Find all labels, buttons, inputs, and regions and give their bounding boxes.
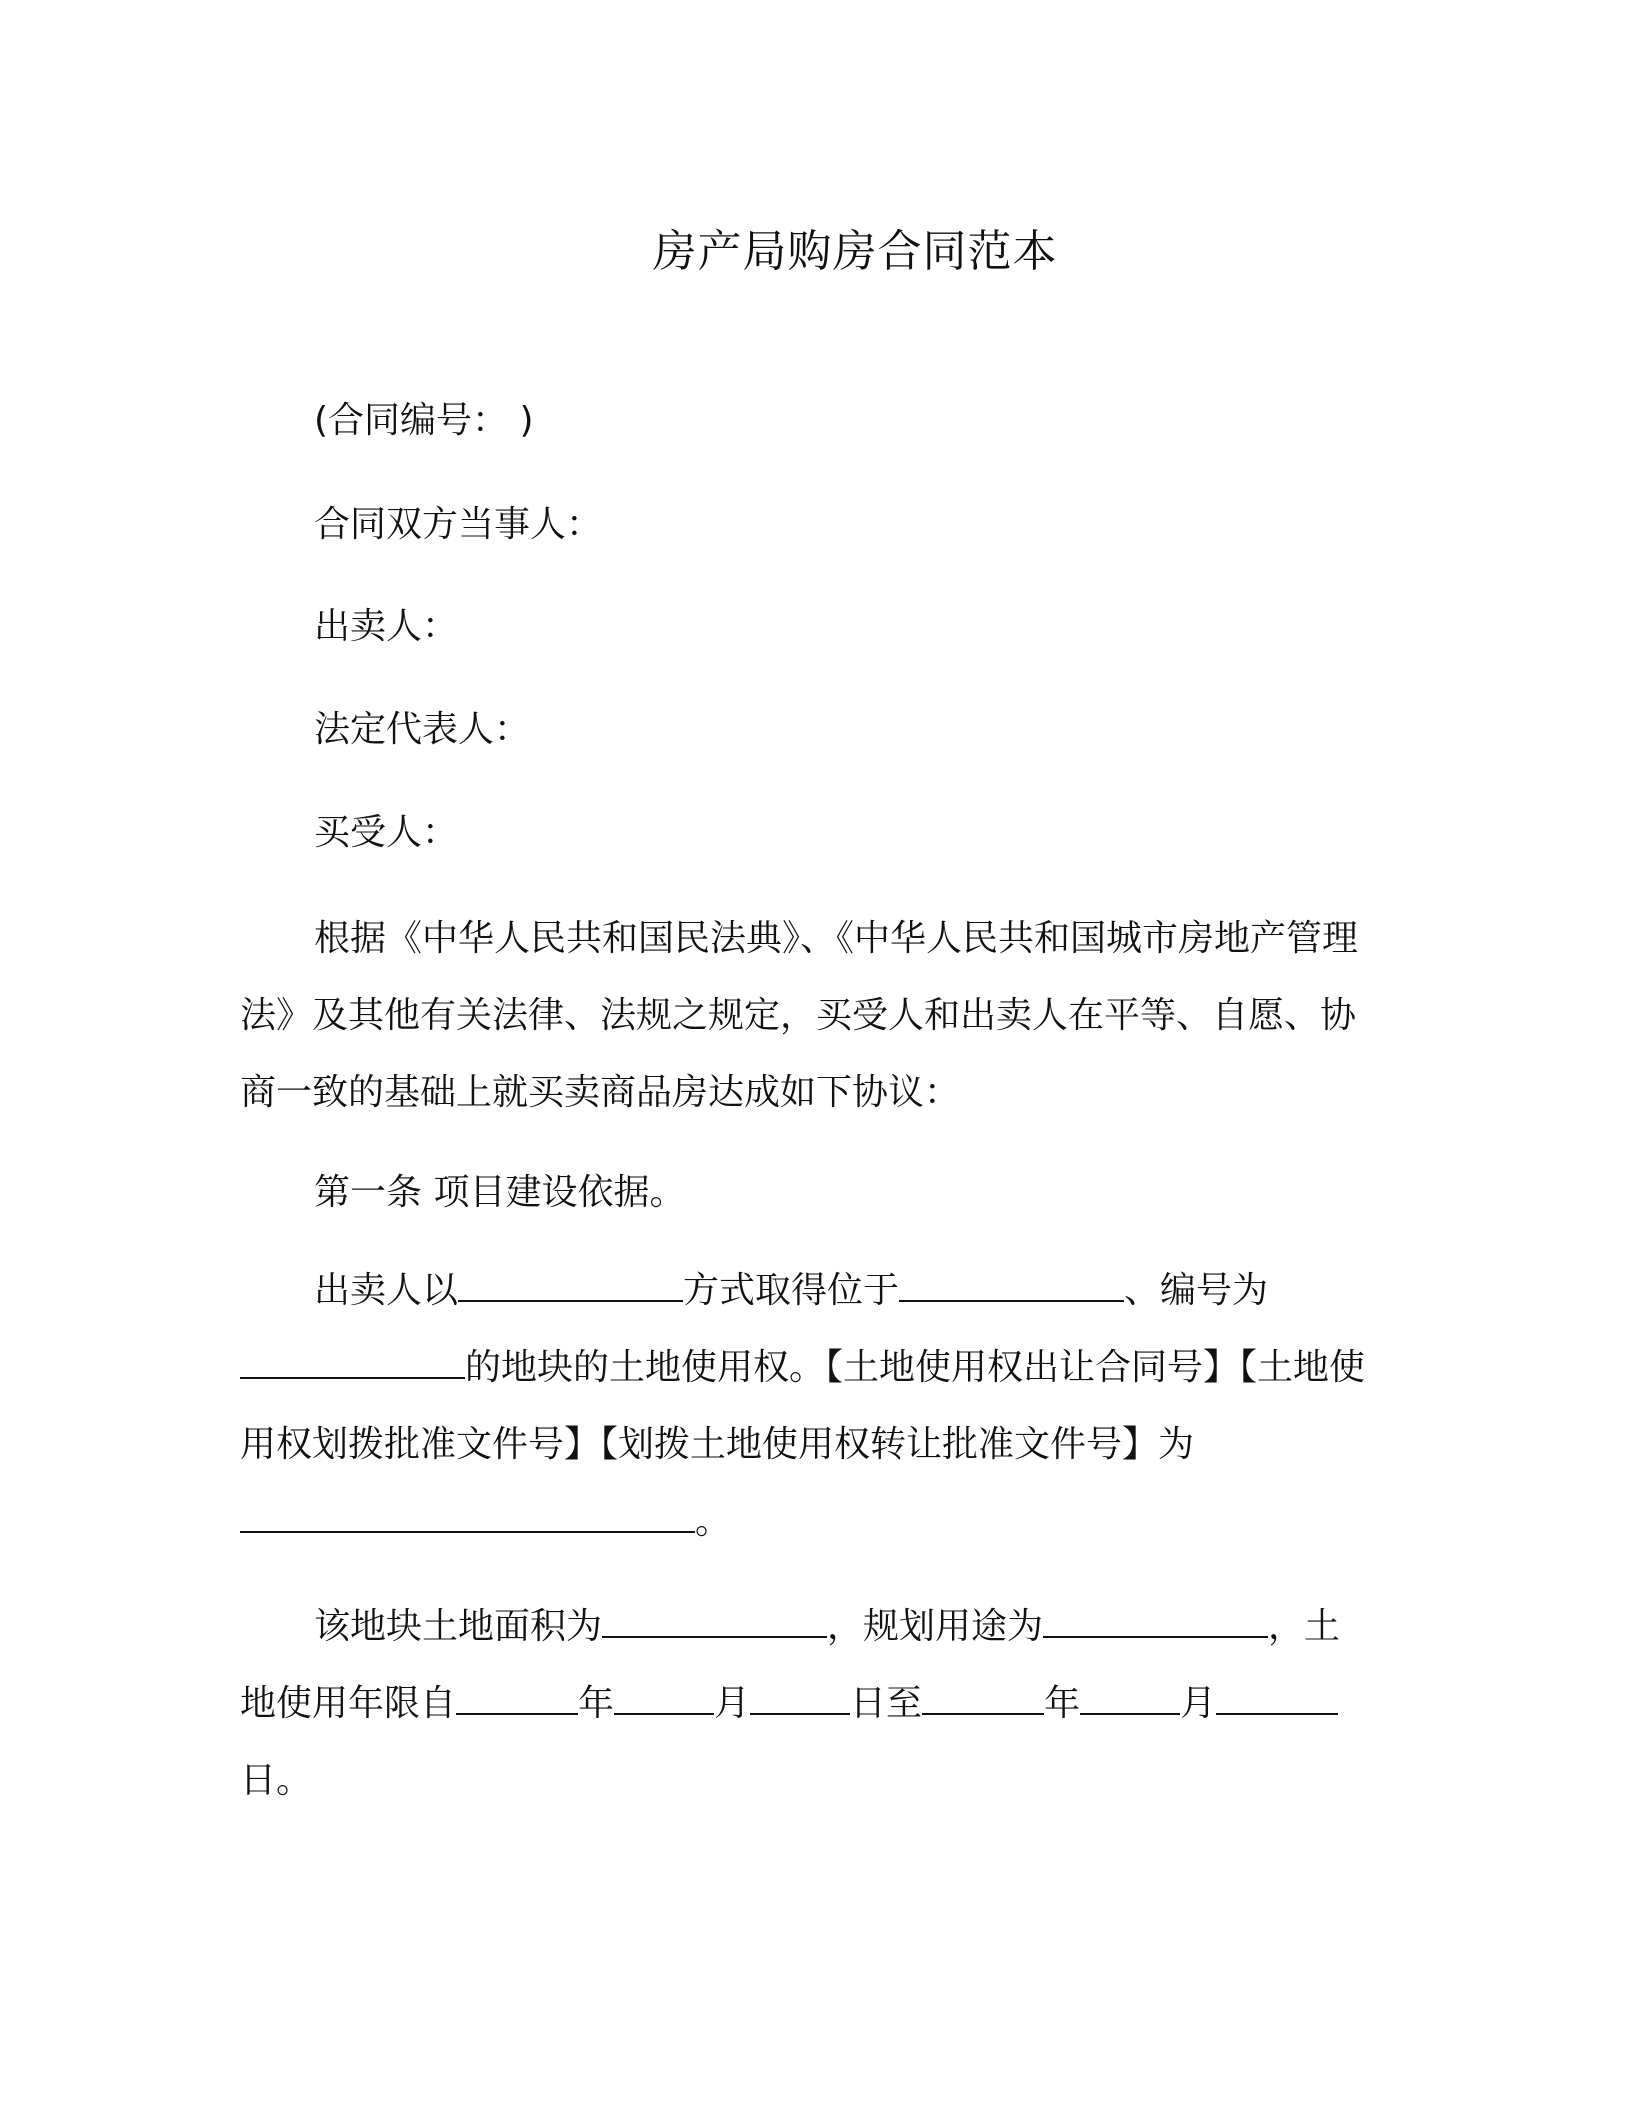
text-segment: 、编号为 [1124,1270,1269,1311]
text-segment: 出卖人以 [314,1270,459,1311]
text-segment: 的地块的土地使用权。【土地使用权出让合同号】【土地使用权划拨批准文件号】【划拨土地使用权转让批准文件号】为 [240,1347,1366,1465]
text-segment: 日。 [240,1760,313,1801]
blank-field [899,1266,1124,1302]
blank-field [458,1266,683,1302]
text-segment: 月 [714,1683,751,1724]
text-segment: ，土地使用年限自 [240,1606,1341,1724]
text-segment: 。 [695,1501,732,1542]
article-1-paragraph-1 [240,1252,1370,1560]
blank-field [614,1679,714,1715]
blank-field [1216,1679,1338,1715]
text-segment: 月 [1180,1683,1217,1724]
text-segment: ，规划用途为 [827,1606,1044,1647]
text-segment: 年 [578,1683,615,1724]
blank-field [1080,1679,1180,1715]
document-title: 房产局购房合同范本 [652,226,1058,277]
buyer-label: 买受人： [314,812,459,853]
text-segment: 年 [1044,1683,1081,1724]
blank-field [602,1602,827,1638]
parties-label: 合同双方当事人： [314,504,603,545]
blank-field [240,1497,695,1533]
article-1-paragraph-2 [240,1588,1370,1819]
preamble-paragraph: 根据《中华人民共和国民法典》、《中华人民共和国城市房地产管理法》及其他有关法律、法规之规定，买受人和出卖人在平等、自愿、协商一致的基础上就买卖商品房达成如下协议： [240,918,1359,1113]
text-segment: 该地块土地面积为 [314,1606,603,1647]
text-segment: 方式取得位于 [683,1270,900,1311]
blank-field [1043,1602,1268,1638]
seller-label: 出卖人： [314,606,459,647]
blank-field [750,1679,850,1715]
blank-field [240,1343,465,1379]
contract-number-label: (合同编号： ) [314,400,534,441]
legal-representative-label: 法定代表人： [314,709,531,750]
text-segment: 日至 [850,1683,923,1724]
blank-field [456,1679,578,1715]
blank-field [922,1679,1044,1715]
article-1-heading: 第一条 项目建设依据。 [314,1172,686,1213]
